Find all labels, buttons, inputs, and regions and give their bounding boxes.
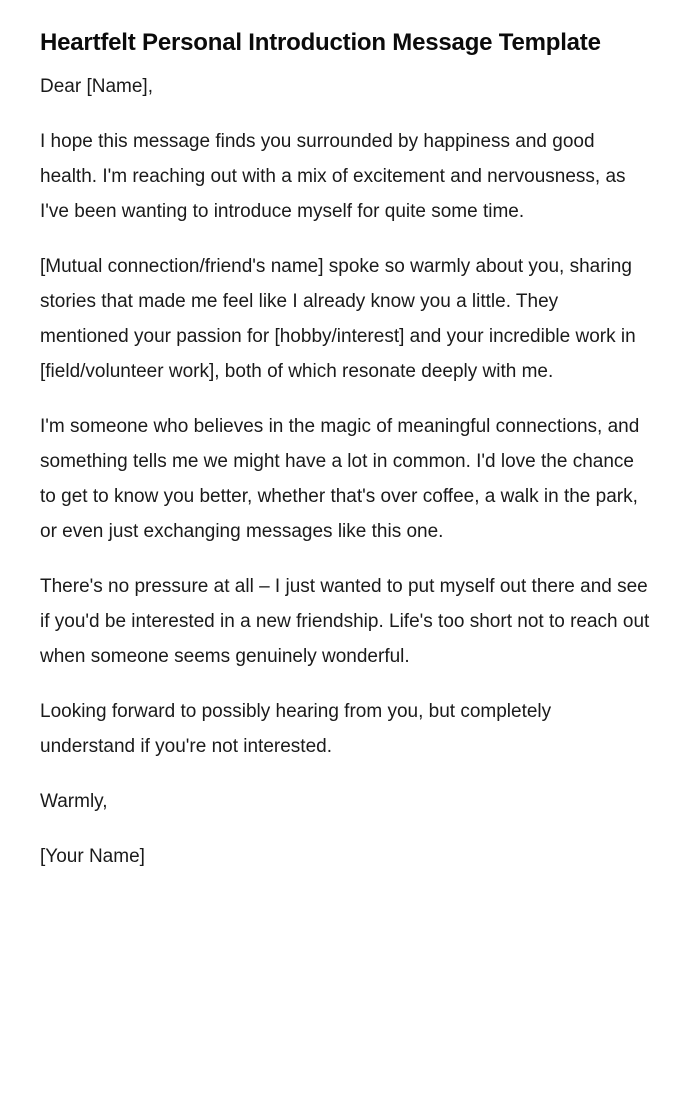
salutation: Dear [Name],	[40, 76, 153, 97]
closing: Warmly,	[40, 791, 108, 812]
signature: [Your Name]	[40, 846, 145, 867]
paragraph-4: There's no pressure at all – I just wanted to put myself out there and see if you'd be interested in a new friendship. Life's too short not to reach out when someone seems genuinely wonderful.	[40, 576, 650, 667]
paragraph-2: [Mutual connection/friend's name] spoke so warmly about you, sharing stories that made me feel like I already know you a little. They mentioned your passion for [hobby/interest] and your incredible work in [field/volunteer work], both of which resonate deeply with me.	[40, 256, 636, 382]
paragraph-3: I'm someone who believes in the magic of meaningful connections, and something tells me we might have a lot in common. I'd love the chance to get to know you better, whether that's over coffee, a walk in the park, or even just exchanging messages like this one.	[40, 416, 640, 542]
paragraph-5: Looking forward to possibly hearing from you, but completely understand if you're not interested.	[40, 701, 552, 757]
letter-document	[40, 21, 650, 894]
paragraph-1: I hope this message finds you surrounded by happiness and good health. I'm reaching out with a mix of excitement and nervousness, as I've been wanting to introduce myself for quite some time.	[40, 131, 626, 222]
document-title: Heartfelt Personal Introduction Message Template	[40, 29, 601, 56]
letter-body	[40, 69, 650, 874]
